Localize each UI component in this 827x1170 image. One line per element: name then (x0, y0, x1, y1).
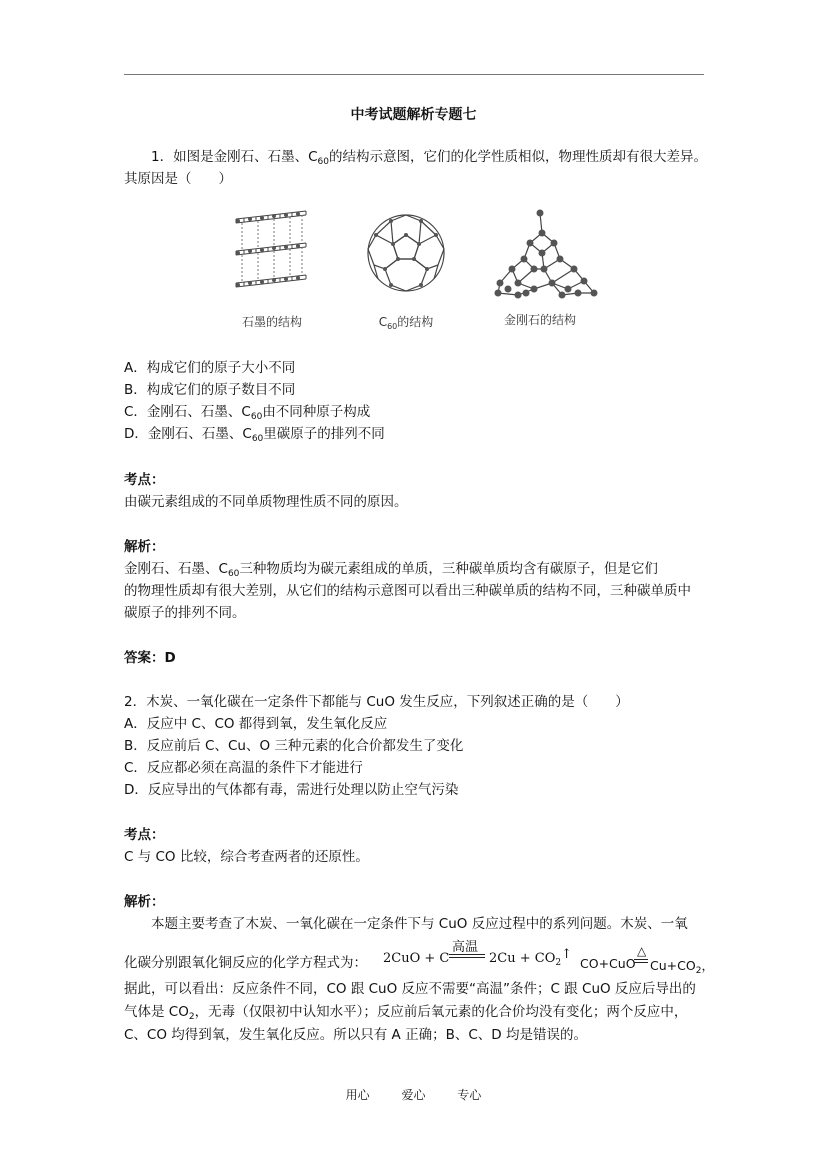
diamond-label: 金刚石的结构 (503, 313, 577, 327)
q2-jiexi-line4: 气体是 $CO_2$，无毒（仅限初中认知水平）；反应前后氧元素的化合价均没有变化；两个反应中， (124, 1004, 688, 1022)
q1-option-c: C．金刚石、石墨、$C_{60}$由不同种原子构成 (124, 404, 371, 422)
q1-jiexi-label: 解析： (124, 539, 165, 555)
q2-jiexi-line1: 本题主要考查了木炭、一氧化碳在一定条件下与 CuO 反应过程中的系列问题。木炭、一氧 (151, 916, 688, 932)
graphite-layer (236, 275, 306, 287)
q2-jiexi-line2: 化碳分别跟氧化铜反应的化学方程式为： (124, 955, 367, 971)
q1-jiexi-line3: 碳原子的排列不同。 (124, 605, 246, 621)
q2-option-a: A．反应中 C、CO 都得到氧，发生氧化反应 (124, 716, 388, 732)
q1-stem: 1．如图是金刚石、石墨、$C_{60}$的结构示意图，它们的化学性质相似，物理性质却有很大差异。 (151, 149, 707, 167)
q2-stem: 2．木炭、一氧化碳在一定条件下都能与 CuO 发生反应，下列叙述正确的是（ ） (124, 694, 629, 710)
q2-kaodian-label: 考点： (124, 827, 165, 843)
q2-jiexi-label: 解析： (124, 894, 165, 910)
q1-jiexi-line1: 金刚石、石墨、$C_{60}$三种物质均为碳元素组成的单质，三种碳单质均含有碳原子，但是它们 (124, 561, 658, 579)
q1-option-b: B．构成它们的原子数目不同 (124, 382, 296, 398)
q2-option-d: D．反应导出的气体都有毒，需进行处理以防止空气污染 (124, 782, 459, 798)
diamond-structure-image (498, 213, 594, 295)
q2-jiexi-line5: C、CO 均得到氧，发生氧化反应。所以只有 A 正确；B、C、D 均是错误的。 (124, 1027, 587, 1043)
header-rule (124, 74, 704, 75)
page-title: 中考试题解析专题七 (350, 107, 477, 123)
q2-option-b: B．反应前后 C、Cu、O 三种元素的化合价都发生了变化 (124, 738, 464, 754)
graphite-label: 石墨的结构 (241, 315, 303, 329)
q1-jiexi-line2: 的物理性质却有很大差别，从它们的结构示意图可以看出三种碳单质的结构不同，三种碳单质中 (124, 583, 691, 599)
q1-kaodian-text: 由碳元素组成的不同单质物理性质不同的原因。 (124, 494, 408, 510)
c60-structure-image (368, 215, 444, 291)
q2-jiexi-line3: 据此，可以看出：反应条件不同，CO 跟 CuO 反应不需要“高温”条件；C 跟 CuO 反应后导出的 (124, 981, 696, 997)
page-footer: 用心 爱心 专心 (345, 1088, 482, 1102)
q1-answer: 答案：D (124, 650, 176, 666)
q2-kaodian-text: C 与 CO 比较，综合考查两者的还原性。 (124, 849, 369, 865)
q1-option-a: A．构成它们的原子大小不同 (124, 360, 296, 376)
q1-kaodian-label: 考点： (124, 472, 165, 488)
q1-option-d: D．金刚石、石墨、$C_{60}$里碳原子的排列不同 (124, 426, 385, 444)
q2-option-c: C．反应都必须在高温的条件下才能进行 (124, 760, 363, 776)
c60-label: $C_{60}$的结构 (378, 315, 434, 331)
carbon-structures-figure (228, 205, 598, 335)
graphite-structure-image (236, 211, 306, 287)
q1-stem-line2: 其原因是（ ） (124, 171, 232, 187)
graphite-layer (236, 243, 306, 255)
graphite-layer (236, 211, 306, 223)
